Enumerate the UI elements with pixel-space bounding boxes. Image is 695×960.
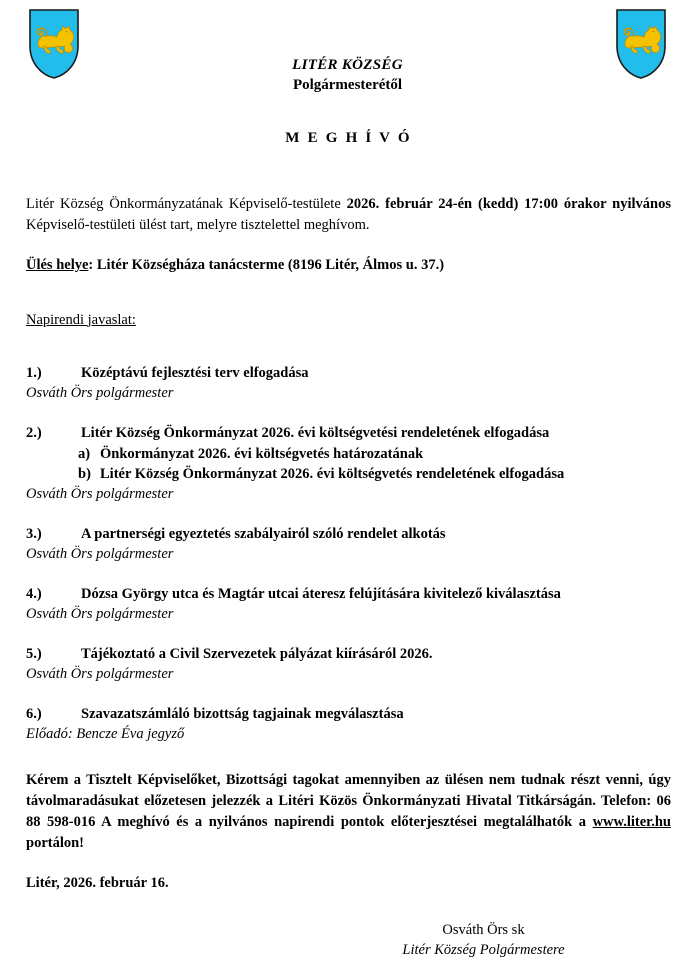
agenda-item-number: 2.) — [26, 424, 42, 441]
agenda-item-title: A partnerségi egyeztetés szabályairól szóló rendelet alkotás — [81, 525, 446, 542]
agenda-item-title: Tájékoztató a Civil Szervezetek pályázat kiírásáról 2026. — [81, 645, 433, 662]
agenda-subitem-label: b) — [78, 465, 91, 482]
agenda-subitem-text: Önkormányzat 2026. évi költségvetés határozatának — [100, 445, 424, 462]
org-subtitle: Polgármesterétől — [292, 77, 403, 93]
agenda-item-number: 1.) — [26, 364, 42, 381]
agenda-item — [26, 584, 671, 624]
agenda-item-presenter: Osváth Örs polgármester — [26, 545, 174, 562]
agenda-item-presenter: Osváth Örs polgármester — [26, 384, 174, 401]
dateline: Litér, 2026. február 16. — [26, 874, 169, 891]
org-name: LITÉR KÖZSÉG — [292, 57, 403, 73]
agenda-item-number: 4.) — [26, 585, 42, 602]
agenda-list — [26, 363, 671, 744]
agenda-item-presenter: Előadó: Bencze Éva jegyző — [26, 725, 185, 742]
invitation-text-part1: Litér Község Önkormányzatának Képviselő-testülete — [26, 196, 347, 212]
agenda-item — [26, 423, 671, 504]
agenda-item-number: 6.) — [26, 705, 42, 722]
closing-text-part1: Kérem a Tisztelt Képviselőket, Bizottsági tagokat amennyiben az ülésen nem tudnak részt venni, úgy távolmaradásukat előzetesen jelezzék a Litéri Közös Önkormányzati Hivatal Titkárságán. Telefon: 06 88 598-016 A meghívó és a nyilvános napirendi pontok előterjesztései megtalálhatók a — [26, 771, 671, 830]
agenda-item-presenter: Osváth Örs polgármester — [26, 605, 174, 622]
closing-text-part2: portálon! — [26, 834, 84, 851]
agenda-item-title: Litér Község Önkormányzat 2026. évi költségvetési rendeletének elfogadása — [81, 424, 550, 441]
agenda-heading: Napirendi javaslat: — [26, 311, 136, 328]
agenda-subitem-list — [26, 444, 671, 484]
meeting-datetime: 2026. február 24-én (kedd) 17:00 órakor nyilvános — [346, 196, 671, 212]
invitation-paragraph — [26, 194, 671, 236]
agenda-item — [26, 524, 671, 564]
closing-paragraph — [26, 770, 671, 854]
agenda-item-presenter: Osváth Örs polgármester — [26, 485, 174, 502]
signatory-role: Litér Község Polgármestere — [402, 941, 565, 958]
signature-block — [26, 920, 671, 960]
agenda-item-title: Középtávú fejlesztési terv elfogadása — [81, 364, 309, 381]
venue-separator: : — [88, 257, 97, 273]
page-title: M E G H Í V Ó — [285, 130, 412, 146]
agenda-item-number: 5.) — [26, 645, 42, 662]
agenda-subitem-text: Litér Község Önkormányzat 2026. évi költségvetés rendeletének elfogadása — [100, 465, 565, 482]
invitation-text-part2: Képviselő-testületi ülést tart, melyre tisztelettel meghívom. — [26, 217, 370, 233]
agenda-item — [26, 644, 671, 684]
agenda-item — [26, 363, 671, 403]
agenda-item-presenter: Osváth Örs polgármester — [26, 665, 174, 682]
signatory-name: Osváth Örs sk — [442, 921, 525, 938]
document-header — [0, 0, 695, 110]
agenda-item-number: 3.) — [26, 525, 42, 542]
agenda-subitem — [26, 444, 671, 464]
venue-label: Ülés helye — [26, 257, 89, 273]
agenda-item-title: Szavazatszámláló bizottság tagjainak megválasztása — [81, 705, 404, 722]
website-link[interactable]: www.liter.hu — [592, 813, 671, 830]
venue-value: Litér Községháza tanácsterme (8196 Litér, Álmos u. 37.) — [96, 257, 445, 273]
organization-title — [0, 56, 695, 95]
agenda-item — [26, 704, 671, 744]
agenda-item-title: Dózsa György utca és Magtár utcai áteresz felújítására kivitelező kiválasztása — [81, 585, 561, 602]
agenda-subitem-label: a) — [78, 445, 91, 462]
document-body — [0, 130, 695, 960]
agenda-subitem — [26, 464, 671, 484]
venue-line — [26, 255, 671, 276]
